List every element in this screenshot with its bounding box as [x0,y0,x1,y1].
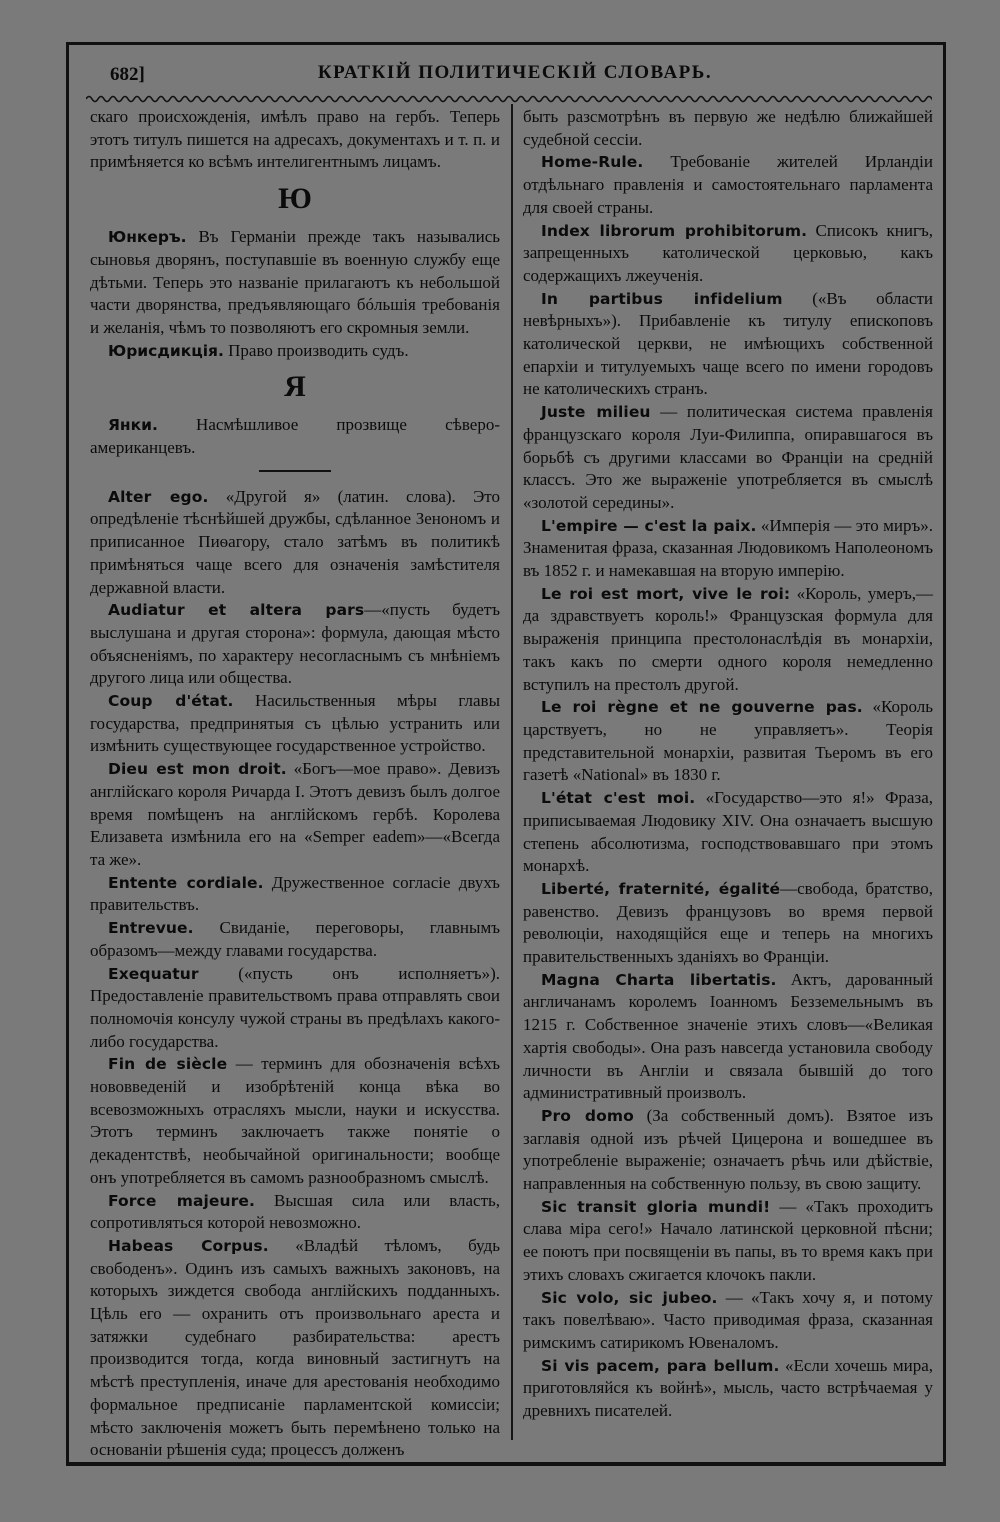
dictionary-entry [523,583,933,697]
entry-term: Juste milieu [541,403,651,422]
page-number: 682] [110,64,145,85]
entry-term: Liberté, fraternité, égalité [541,879,781,898]
entry-term: Fin de siècle [108,1055,228,1074]
column-divider [511,104,513,1440]
entry-definition: — терминъ для обозначенія всѣхъ нововведеній и изобрѣтеній конца вѣка во всевозможныхъ отрасляхъ мысли, науки и искусства. Этотъ терминъ заключаетъ также понятіе о декадентствѣ, необычайной оригинальности; вообще онъ употребляется въ самомъ разнообразномъ смыслѣ. [90,1054,501,1187]
dictionary-entry [90,690,500,758]
entry-definition: «Имперія — это миръ». Знаменитая фраза, сказанная Людовикомъ Наполеономъ въ 1852 г. и намекавшая на вторую имперію. [523,515,934,581]
dictionary-entry [523,288,933,402]
left-column [90,106,500,1462]
dictionary-entry [523,1196,933,1287]
dictionary-entry [523,515,933,583]
entry-term: Юрисдикція. [108,341,224,360]
entry-definition: Свиданіе, переговоры, главнымъ образомъ—между главами государства. [90,918,500,960]
dictionary-entry [523,151,933,219]
entry-definition: — политическая система правленія французскаго короля Луи-Филиппа, опиравшагося въ борьбѣ съ другими классами во Франціи на средній классъ. Это же выраженіе употребляется въ смыслѣ «золотой середины». [523,402,933,512]
entry-term: L'empire — c'est la paix. [541,516,757,535]
dictionary-entry [523,1287,933,1355]
entry-definition: Право производить судъ. [223,340,409,360]
dictionary-entry [90,1235,500,1462]
entry-term: Юнкеръ. [108,228,187,247]
entry-term: Exequatur [108,964,199,983]
entry-definition: «Другой я» (латин. слова). Это опредѣленіе тѣснѣйшей дружбы, сдѣланное Зенономъ и приписанное Пиѳагору, стало затѣмъ въ политикѣ примѣняться чаще всего для означенія замѣстителя державной власти. [90,486,500,597]
entry-definition: «Богъ—мое право». Девизъ англійскаго короля Ричарда I. Этотъ девизъ былъ долгое время помѣщенъ на англійскомъ гербѣ. Королева Елизавета измѣнила его на «Semper eadem»—«Всегда та же». [90,759,501,869]
entry-definition: Насильственныя мѣры главы государства, предпринятыя съ цѣлью устранить или измѣнить существующее государственное устройство. [90,691,500,756]
letter-heading-ya: Я [284,370,306,404]
entry-definition: Насмѣшливое прозвище сѣверо-американцевъ. [90,415,500,458]
entry-term: Le roi règne et ne gouverne pas. [541,698,863,717]
entry-definition: Въ Германіи прежде такъ назывались сыновья дворянъ, поступавшіе въ военную службу еще дѣтьми. Теперь это названіе прилагаютъ къ небольшой части дворянства, предъявляющаго бóльшія требованія и желанія, чѣмъ то позволяютъ его скромныя земли. [90,227,500,337]
entry-term: Янки. [108,416,158,435]
entry-definition: «Король царствуетъ, но не управляетъ». Теорія представительной монархіи, развитая Тьеромъ въ его газетѣ «National» въ 1830 г. [523,697,933,785]
entry-term: Force majeure. [108,1191,256,1210]
dictionary-entry [90,872,500,917]
dictionary-entry [523,969,933,1105]
dictionary-entry [523,401,933,515]
right-column [523,106,933,1423]
entry-definition: — «Такъ проходитъ слава міра сего!» Начало латинской церковной пѣсни; ее поютъ при посвященіи въ папы, въ то время какъ при этихъ словахъ сжигается клочокъ пакли. [523,1196,933,1284]
continued-entry-text: быть разсмотрѣнъ въ первую же недѣлю ближайшей судебной сессіи. [523,107,933,149]
letter-heading-yu: Ю [278,182,312,216]
running-title: КРАТКІЙ ПОЛИТИЧЕСКІЙ СЛОВАРЬ. [317,62,713,83]
entry-definition: — «Такъ хочу я, и потому такъ повелѣваю». Часто приводимая фраза, сказанная римскимъ сатирикомъ Ювеналомъ. [523,1287,933,1352]
entry-term: Index librorum prohibitorum. [541,221,808,240]
dictionary-entry [90,414,500,459]
entry-definition: «Государство—это я!» Фраза, приписываемая Людовику XIV. Она означаетъ высшую степень абсолютизма, господствовавшаго при этомъ монархѣ. [523,788,933,876]
dictionary-entry [90,758,500,872]
entry-term: Coup d'état. [108,692,234,711]
section-divider [259,470,331,472]
dictionary-entry [523,787,933,878]
entry-definition: (За собственный домъ). Взятое изъ заглавія одной изъ рѣчей Цицерона и вошедшее въ употребленіе выраженіе; означаетъ рѣчь или дѣйствіе, направленныя на собственную пользу, въ свою защиту. [523,1105,933,1194]
entry-term: Home-Rule. [541,153,644,172]
entry-definition: —свобода, братство, равенство. Девизъ французовъ во время первой революціи, находящійся еще и теперь на многихъ правительственныхъ зданіяхъ во Франціи. [523,878,934,967]
entry-definition: Актъ, дарованный англичанамъ королемъ Іоанномъ Безземельнымъ въ 1215 г. Собственное значеніе этихъ словъ—«Великая хартія свободы». Она разъ навсегда установила свободу личности въ Англіи и связала бывшій до того административный произволъ. [523,969,933,1103]
entry-definition: —«пусть будетъ выслушана и другая сторона»: формула, дающая мѣсто объясненіямъ, по характеру несогласнымъ съ мнѣніемъ другого лица или общества. [90,600,501,688]
entry-term: Le roi est mort, vive le roi: [541,584,791,603]
dictionary-entry [90,486,500,600]
dictionary-entry [90,226,500,340]
entry-definition: «Если хочешь мира, приготовляйся къ войнѣ», мысль, часто встрѣчаемая у древнихъ писателей. [523,1355,933,1421]
entry-term: Entrevue. [108,919,194,938]
entry-definition: «Владѣй тѣломъ, будь свободенъ». Одинъ изъ самыхъ важныхъ законовъ, на которыхъ зиждется свобода англійскихъ подданныхъ. Цѣль его — охранить отъ произвольнаго ареста и затяжки судебнаго разбирательства: арестъ производится тогда, когда виновный застигнутъ на мѣстѣ преступленія, иначе для арестованія необходимо формальное предписаніе парламентской комиссіи; мѣсто заключенія можетъ быть перемѣнено только на основаніи рѣшенія суда; процессъ долженъ [90,1235,500,1460]
entry-definition: («пусть онъ исполняетъ»). Предоставленіе правительствомъ права отправлять свои полномочія консулу чужой страны въ предѣлахъ какого-либо государства. [90,963,500,1051]
dictionary-entry [90,963,500,1054]
entry-definition: Высшая сила или власть, сопротивляться которой невозможно. [90,1190,501,1233]
entry-term: Si vis pacem, para bellum. [541,1356,780,1375]
entry-term: Sic transit gloria mundi! [541,1197,771,1216]
entry-term: Entente cordiale. [108,873,264,892]
entry-term: L'état c'est moi. [541,789,696,808]
wavy-rule [86,92,932,106]
dictionary-entry [90,917,500,962]
dictionary-entry [90,1190,500,1235]
entry-term: Habeas Corpus. [108,1236,269,1255]
entry-definition: («Въ области невѣрныхъ»). Прибавленіе къ титулу епископовъ католической церкви, не имѣющихъ собственной епархіи и титулуемыхъ чаще всего по имени городовъ не католическихъ странъ. [523,288,933,399]
dictionary-entry [523,878,933,969]
entry-term: Magna Charta libertatis. [541,970,777,989]
entry-term: Audiatur et altera pars [108,601,365,620]
entry-term: Sic volo, sic jubeo. [541,1288,718,1307]
entry-definition: Списокъ книгъ, запрещенныхъ католической церковью, какъ содержащихъ лжеученія. [523,220,933,285]
dictionary-entry [523,220,933,288]
dictionary-entry [90,340,500,363]
entry-term: In partibus infidelium [541,289,783,308]
dictionary-entry [90,599,500,690]
entry-term: Dieu est mon droit. [108,760,287,779]
entry-term: Pro domo [541,1106,634,1125]
entry-definition: «Король, умеръ,— да здравствуетъ король!» Французская формула для выраженія принципа престолонаслѣдія въ монархіи, такъ какъ по смерти одного короля немедленно вступилъ на престолъ другой. [523,583,933,694]
dictionary-entry [523,696,933,787]
dictionary-entry [523,1355,933,1423]
dictionary-entry [523,1105,933,1196]
entry-definition: Требованіе жителей Ирландіи отдѣльнаго правленія и самостоятельнаго парламента для своей страны. [523,152,933,217]
dictionary-entry [90,1053,500,1189]
entry-term: Alter ego. [108,487,209,506]
continued-entry-text: скаго происхожденія, имѣлъ право на гербъ. Теперь этотъ титулъ пишется на адресахъ, документахъ и т. п. и примѣняется ко всѣмъ интелигентнымъ лицамъ. [90,107,500,172]
entry-definition: Дружественное согласіе двухъ правительствъ. [90,872,500,915]
